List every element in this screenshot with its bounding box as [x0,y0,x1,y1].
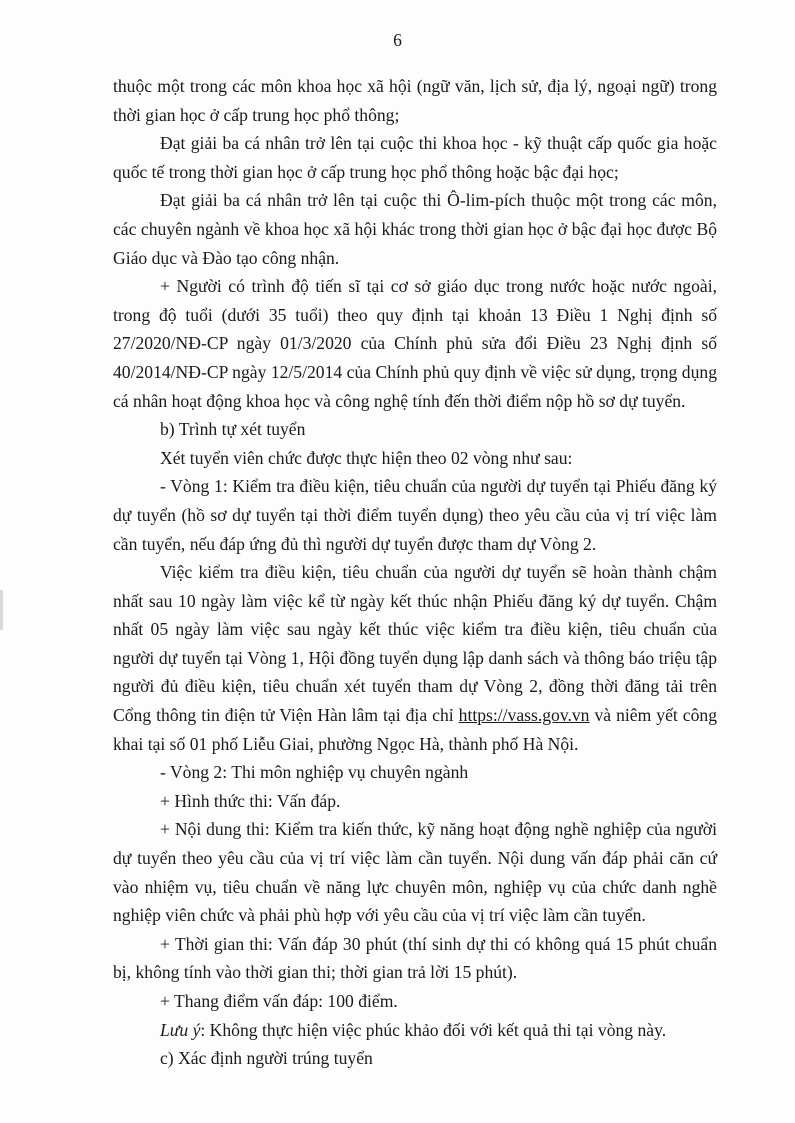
paragraph-13: + Thang điểm vấn đáp: 100 điểm. [160,991,398,1011]
paragraph-4: + Người có trình độ tiến sĩ tại cơ sở giáo dục trong nước hoặc nước ngoài, trong độ tuổi (dưới 35 tuổi) theo quy định tại khoản 13 Điều 1 Nghị định số 27/2020/NĐ-CP ngày 01/3/2020 của Chính phủ sửa đổi Điều 23 Nghị định số 40/2014/NĐ-CP ngày 12/5/2014 của Chính phủ quy định về việc sử dụng, trọng dụng cá nhân hoạt động khoa học và công nghệ tính đến thời điểm nộp hồ sơ dự tuyển. [113,276,717,411]
paragraph-9: - Vòng 2: Thi môn nghiệp vụ chuyên ngành [160,762,469,783]
paragraph-8-text: Việc kiểm tra điều kiện, tiêu chuẩn của người dự tuyển sẽ hoàn thành chậm nhất sau 10 ngày làm việc kể từ ngày kết thúc nhận Phiếu đăng ký dự tuyển. Chậm nhất 05 ngày làm việc sau ngày kết thúc việc kiểm tra điều kiện, tiêu chuẩn của người dự tuyển tại Vòng 1, Hội đồng tuyển dụng lập danh sách và thông báo triệu tập người đủ điều kiện, tiêu chuẩn xét tuyển tham dự Vòng 2, đồng thời đăng tải trên Cổng thông tin điện tử Viện Hàn lâm tại địa chỉ [113,562,717,726]
paragraph-10: + Hình thức thi: Vấn đáp. [160,790,341,811]
page-number: 6 [393,30,402,50]
note-label: Lưu ý [160,1019,201,1040]
note-text: : Không thực hiện việc phúc khảo đối với kết quả thi tại vòng này. [200,1019,667,1040]
paragraph-14 [113,1016,717,1045]
section-heading-b: b) Trình tự xét tuyển [160,419,306,440]
paragraph-8-end: và niêm yết công khai tại số 01 phố Liễu Giai, phường Ngọc Hà, thành phố Hà Nội. [113,705,717,754]
document-body [113,72,717,1073]
paragraph-3: Đạt giải ba cá nhân trở lên tại cuộc thi Ô-lim-pích thuộc một trong các môn, các chuyên ngành về khoa học xã hội khác trong thời gian học ở bậc đại học được Bộ Giáo dục và Đào tạo công nhận. [113,190,717,268]
paragraph-7: - Vòng 1: Kiểm tra điều kiện, tiêu chuẩn của người dự tuyển tại Phiếu đăng ký dự tuyển (hồ sơ dự tuyển tại thời điểm tuyển dụng) theo yêu cầu của vị trí việc làm cần tuyển, nếu đáp ứng đủ thì người dự tuyển được tham dự Vòng 2. [113,476,717,554]
paragraph-12: + Thời gian thi: Vấn đáp 30 phút (thí sinh dự thi có không quá 15 phút chuẩn bị, không tính vào thời gian thi; thời gian trả lời 15 phút). [113,933,717,983]
scan-edge-mark [0,590,3,630]
paragraph-11: + Nội dung thi: Kiểm tra kiến thức, kỹ năng hoạt động nghề nghiệp của người dự tuyển theo yêu cầu của vị trí việc làm cần tuyển. Nội dung vấn đáp phải căn cứ vào nhiệm vụ, tiêu chuẩn về năng lực chuyên môn, nghiệp vụ của chức danh nghề nghiệp viên chức và phải phù hợp với yêu cầu của vị trí việc làm cần tuyển. [113,819,717,926]
vass-website-link[interactable]: https://vass.gov.vn [458,705,590,726]
paragraph-1: thuộc một trong các môn khoa học xã hội (ngữ văn, lịch sử, địa lý, ngoại ngữ) trong thời gian học ở cấp trung học phổ thông; [113,76,717,125]
paragraph-6: Xét tuyển viên chức được thực hiện theo 02 vòng như sau: [160,447,573,468]
paragraph-8 [113,558,717,758]
paragraph-2: Đạt giải ba cá nhân trở lên tại cuộc thi khoa học - kỹ thuật cấp quốc gia hoặc quốc tế trong thời gian học ở cấp trung học phổ thông hoặc bậc đại học; [113,133,717,182]
section-heading-c: c) Xác định người trúng tuyển [160,1048,373,1069]
